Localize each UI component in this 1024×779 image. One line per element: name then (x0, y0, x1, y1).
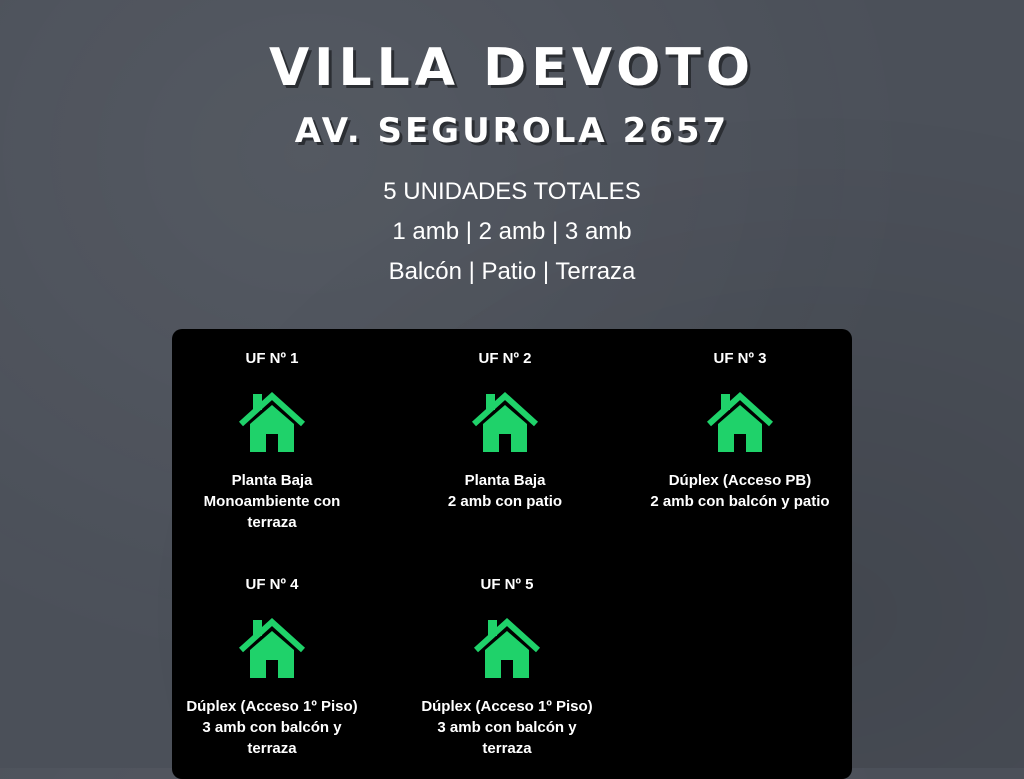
unit-card-3 (624, 349, 856, 512)
unit-label: UF Nº 4 (245, 576, 299, 593)
unit-desc-line: 3 amb con balcón y (202, 719, 342, 736)
unit-label: UF Nº 2 (478, 350, 532, 367)
house-icon (238, 616, 306, 680)
units-panel (172, 329, 852, 779)
unit-desc-line: 3 amb con balcón y (437, 719, 577, 736)
unit-desc-line: terraza (247, 514, 297, 531)
unit-desc-line: terraza (482, 740, 532, 757)
house-icon (238, 390, 306, 454)
unit-card-4 (156, 575, 388, 759)
unit-desc-line: Monoambiente con (203, 493, 341, 510)
room-types-text: 1 amb | 2 amb | 3 amb (392, 218, 632, 245)
unit-desc-line: Planta Baja (231, 472, 313, 489)
unit-card-2 (389, 349, 621, 512)
unit-desc-line: 2 amb con patio (447, 493, 563, 510)
unit-desc-line: Dúplex (Acceso 1º Piso) (186, 698, 358, 715)
house-icon (471, 390, 539, 454)
unit-label: UF Nº 5 (480, 576, 534, 593)
unit-label: UF Nº 3 (713, 350, 767, 367)
address-subtitle: AV. SEGUROLA 2657 (294, 111, 730, 151)
summary-info (0, 172, 1024, 292)
unit-desc-line: Dúplex (Acceso 1º Piso) (421, 698, 593, 715)
unit-desc-line: Planta Baja (464, 472, 546, 489)
amenities-text: Balcón | Patio | Terraza (388, 258, 636, 285)
unit-card-1 (156, 349, 388, 533)
total-units-text: 5 UNIDADES TOTALES (383, 178, 641, 205)
house-icon (473, 616, 541, 680)
unit-desc-line: 2 amb con balcón y patio (650, 493, 830, 510)
unit-card-5 (391, 575, 623, 759)
unit-desc-line: Dúplex (Acceso PB) (668, 472, 812, 489)
page-title: VILLA DEVOTO (268, 38, 756, 98)
unit-desc-line: terraza (247, 740, 297, 757)
house-icon (706, 390, 774, 454)
unit-label: UF Nº 1 (245, 350, 299, 367)
